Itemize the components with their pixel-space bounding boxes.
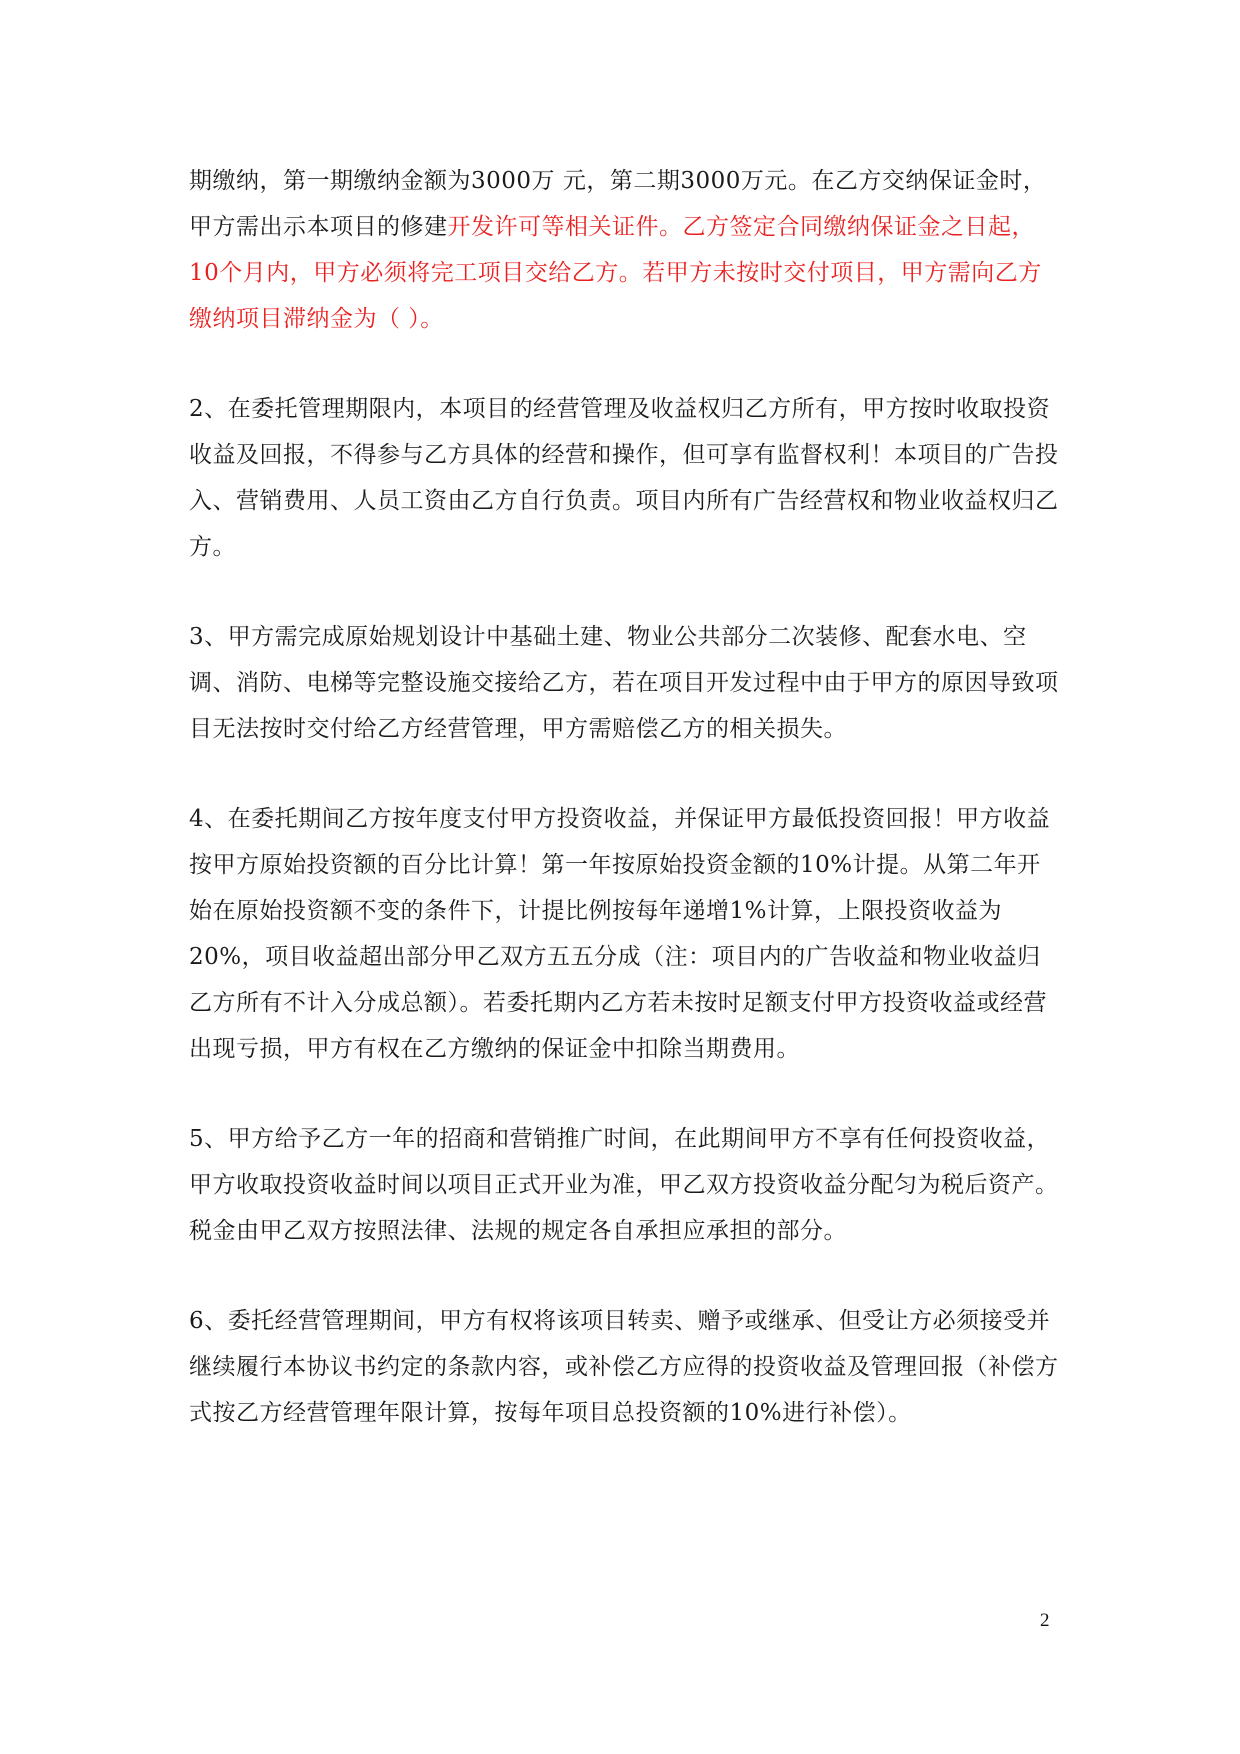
document-body — [189, 158, 1059, 1480]
highlighted-clause: 开发许可等相关证件。乙方签定合同缴纳保证金之日起，10个月内，甲方必须将完工项目交给乙方。若甲方未按时交付项目，甲方需向乙方缴纳项目滞纳金为（ ）。 — [189, 214, 1042, 332]
paragraph-clause-4 — [189, 796, 1059, 1072]
paragraph-text: 3、甲方需完成原始规划设计中基础土建、物业公共部分二次装修、配套水电、空调、消防、电梯等完整设施交接给乙方，若在项目开发过程中由于甲方的原因导致项目无法按时交付给乙方经营管理，甲方需赔偿乙方的相关损失。 — [189, 624, 1059, 742]
paragraph-clause-2 — [189, 386, 1059, 570]
paragraph-clause-6 — [189, 1298, 1059, 1436]
page-number: 2 — [1040, 1610, 1050, 1631]
paragraph-text: 5、甲方给予乙方一年的招商和营销推广时间，在此期间甲方不享有任何投资收益，甲方收取投资收益时间以项目正式开业为准，甲乙双方投资收益分配匀为税后资产。税金由甲乙双方按照法律、法规的规定各自承担应承担的部分。 — [189, 1126, 1059, 1244]
paragraph-text: 2、在委托管理期限内，本项目的经营管理及收益权归乙方所有，甲方按时收取投资收益及回报，不得参与乙方具体的经营和操作，但可享有监督权利！本项目的广告投入、营销费用、人员工资由乙方自行负责。项目内所有广告经营权和物业收益权归乙方。 — [189, 396, 1059, 560]
paragraph-text: 4、在委托期间乙方按年度支付甲方投资收益，并保证甲方最低投资回报！甲方收益按甲方原始投资额的百分比计算！第一年按原始投资金额的10%计提。从第二年开始在原始投资额不变的条件下，计提比例按每年递增1%计算，上限投资收益为20%，项目收益超出部分甲乙双方五五分成（注：项目内的广告收益和物业收益归乙方所有不计入分成总额）。若委托期内乙方若未按时足额支付甲方投资收益或经营出现亏损，甲方有权在乙方缴纳的保证金中扣除当期费用。 — [189, 806, 1051, 1062]
paragraph-clause-3 — [189, 614, 1059, 752]
paragraph-payment-terms — [189, 158, 1059, 342]
paragraph-text: 6、委托经营管理期间，甲方有权将该项目转卖、赠予或继承、但受让方必须接受并继续履行本协议书约定的条款内容，或补偿乙方应得的投资收益及管理回报（补偿方式按乙方经营管理年限计算，按每年项目总投资额的10%进行补偿）。 — [189, 1308, 1059, 1426]
paragraph-text: 期缴纳，第一期缴纳金额为3000万 元，第二期3000万元。在乙方交纳保证金时，甲方需出示本项目的修建 — [189, 168, 1047, 240]
paragraph-clause-5 — [189, 1116, 1059, 1254]
